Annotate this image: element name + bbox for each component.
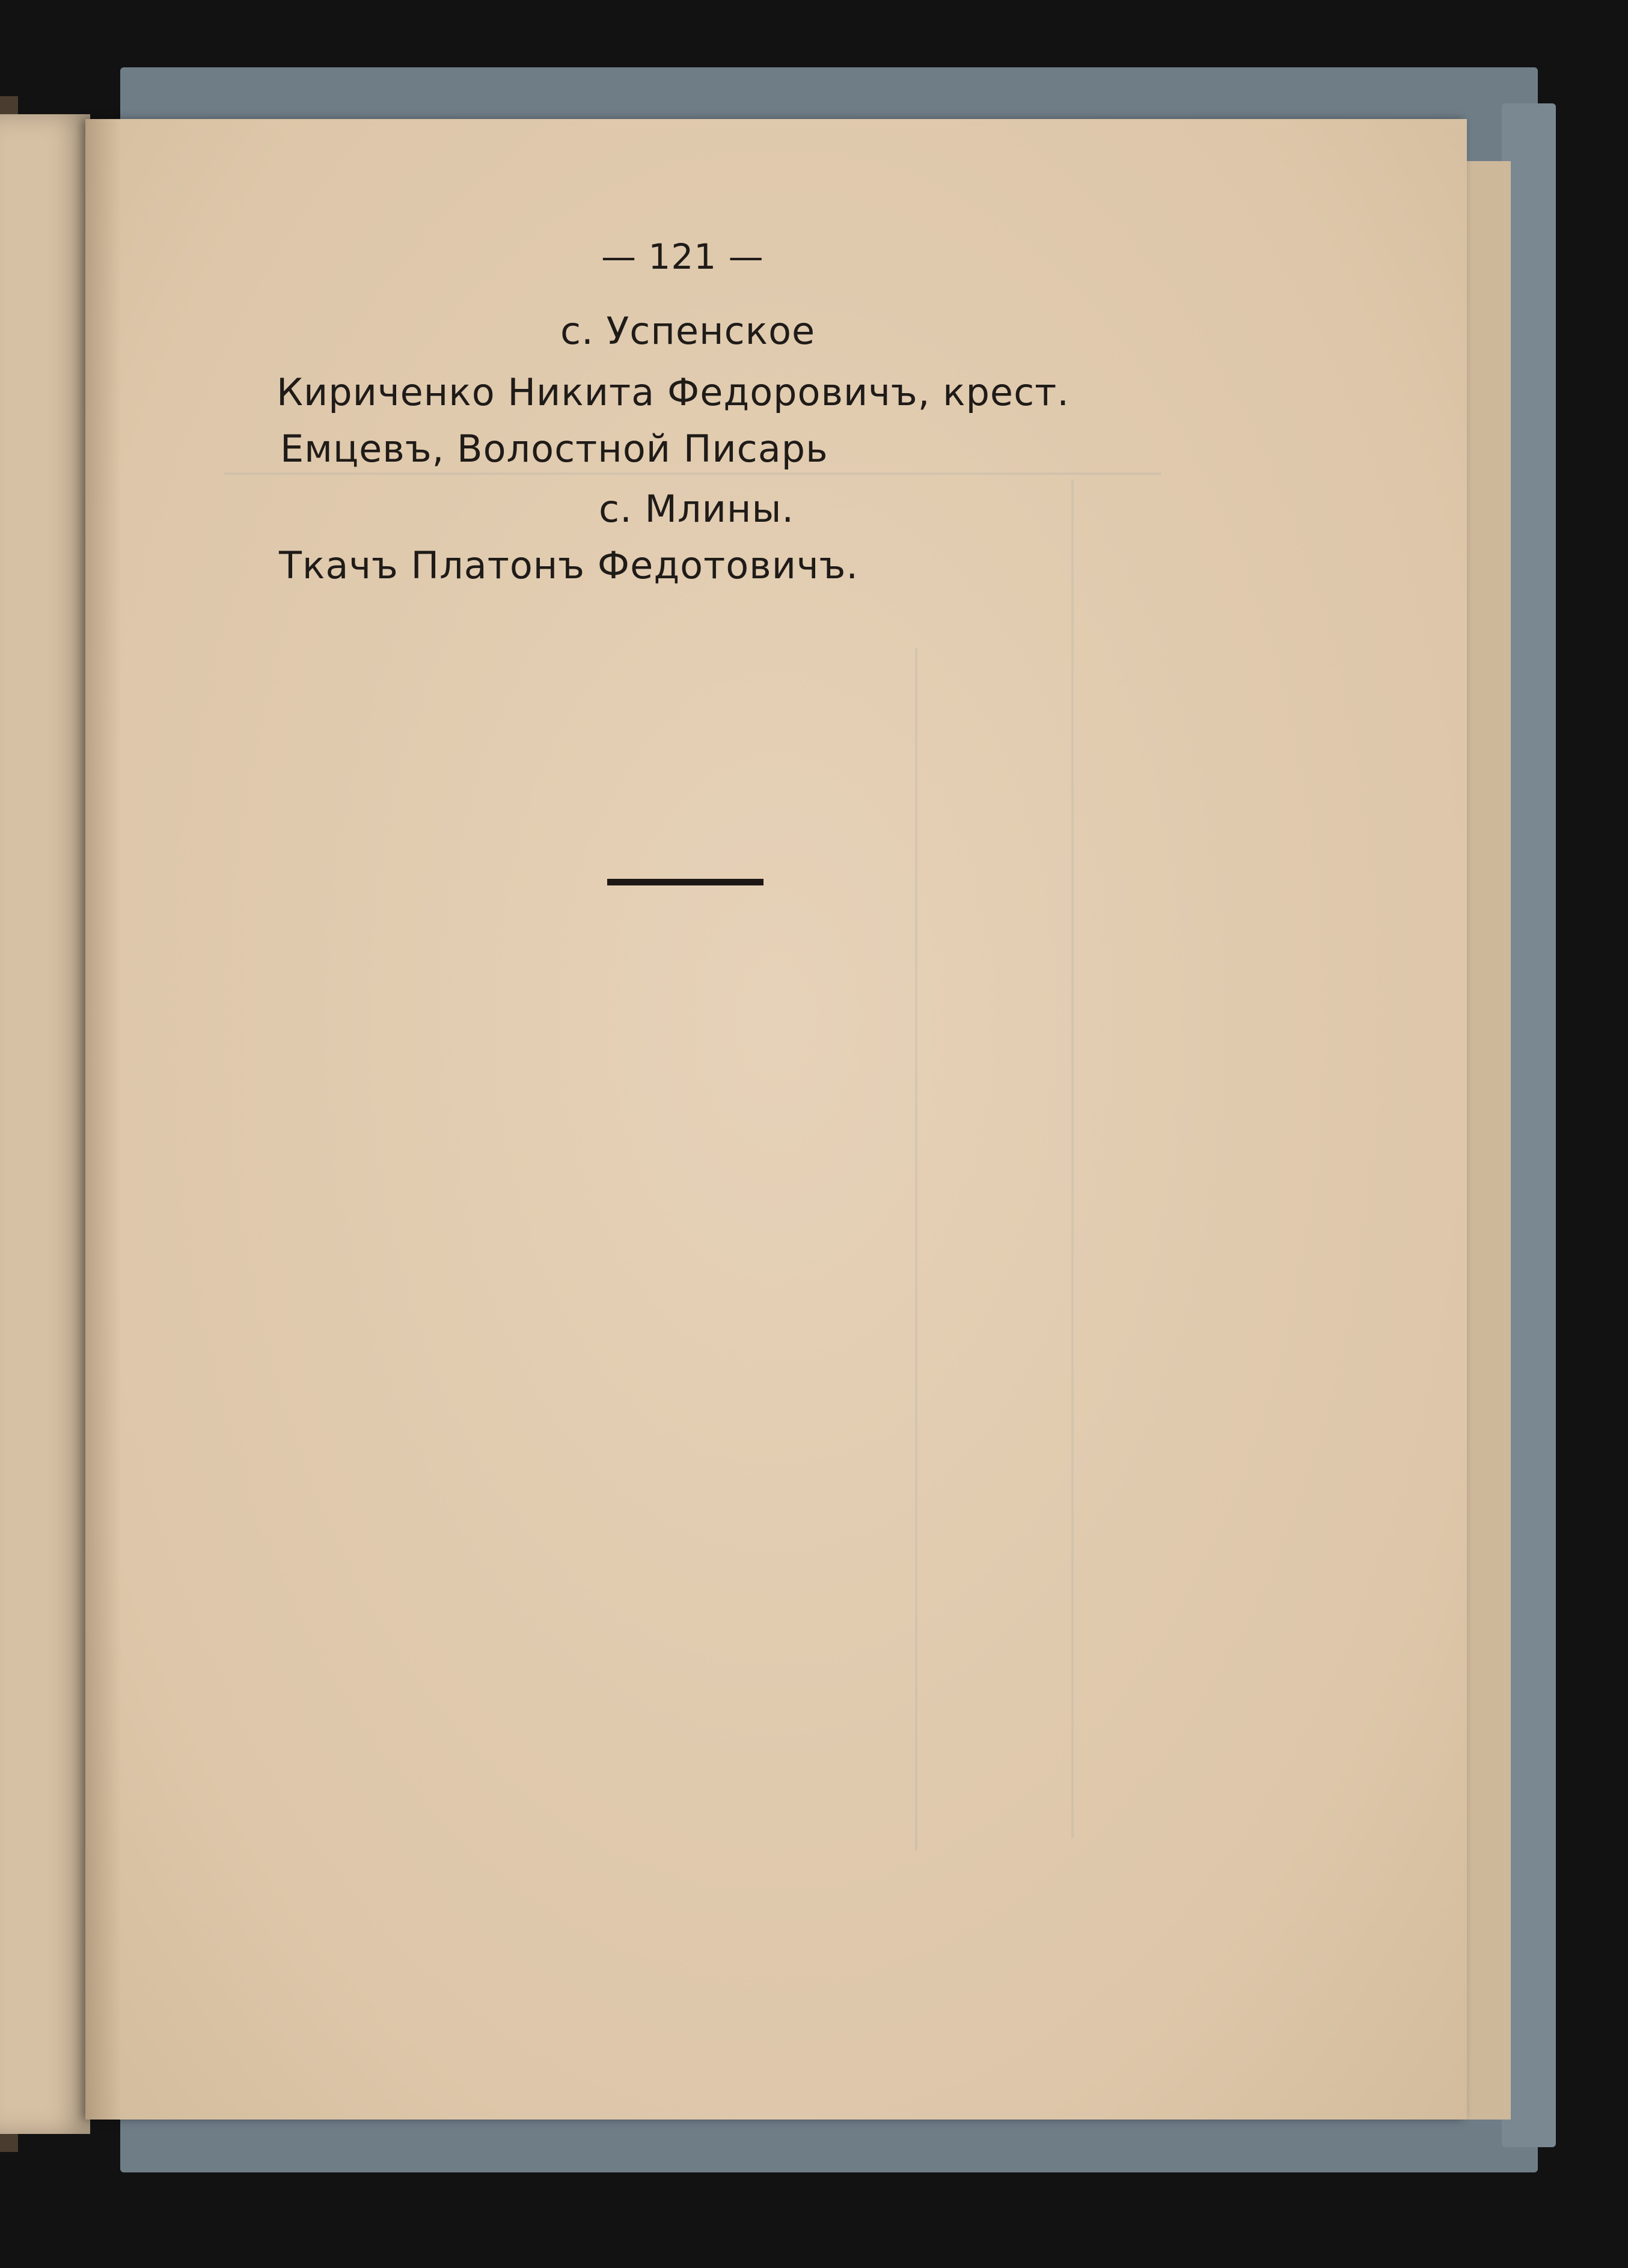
section-divider-rule xyxy=(607,879,764,885)
page-number: — 121 — xyxy=(601,236,764,277)
village-heading: с. Млины. xyxy=(599,487,795,531)
bleed-through-line xyxy=(224,472,1161,475)
bleed-through-line xyxy=(915,648,917,1850)
village-heading: с. Успенское xyxy=(560,309,816,353)
gutter-shadow xyxy=(85,119,121,2120)
previous-page-strip xyxy=(0,114,90,2134)
bleed-through-line xyxy=(1071,480,1074,1838)
person-entry: Емцевъ, Волостной Писарь xyxy=(280,427,828,471)
person-entry: Ткачъ Платонъ Федотовичъ. xyxy=(279,543,859,587)
book-page xyxy=(85,119,1467,2120)
person-entry: Кириченко Никита Федоровичъ, крест. xyxy=(277,370,1070,414)
